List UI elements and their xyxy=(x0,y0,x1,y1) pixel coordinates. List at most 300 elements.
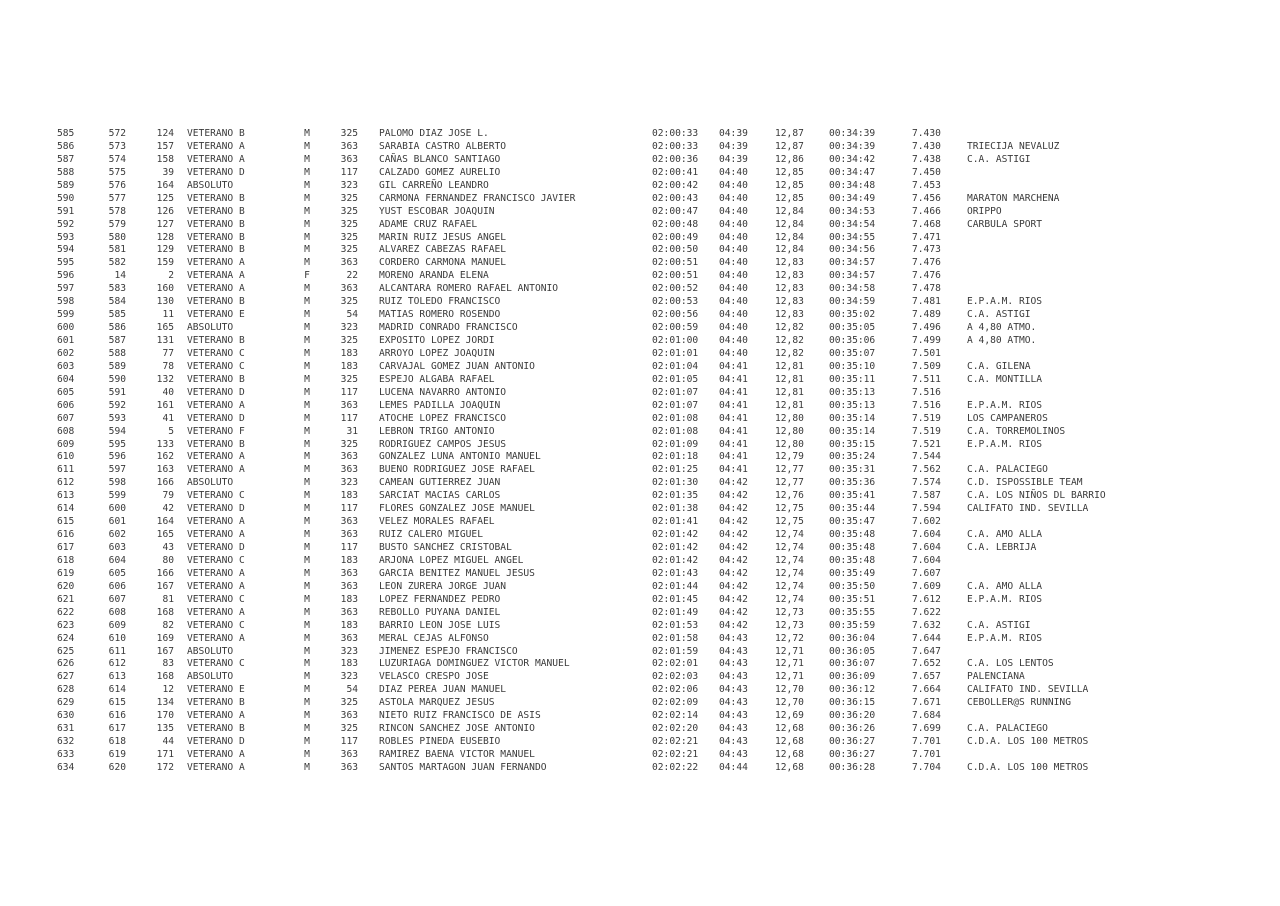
time-gap-cell: 00:35:13 xyxy=(829,399,876,411)
pace-cell: 04:41 xyxy=(719,438,748,450)
points-cell: 7.647 xyxy=(912,645,941,657)
club-cell: C.A. TORREMOLINOS xyxy=(967,425,1066,437)
time-gap-cell: 00:36:26 xyxy=(829,723,876,735)
finish-time-cell: 02:02:06 xyxy=(652,684,699,696)
overall-position-cell: 622 xyxy=(57,606,75,618)
category-cell: VETERANO C xyxy=(187,658,245,670)
category-position-cell: 133 xyxy=(156,438,174,450)
time-gap-cell: 00:35:48 xyxy=(829,529,876,541)
category-position-cell: 43 xyxy=(162,542,174,553)
category-position-cell: 161 xyxy=(156,399,174,411)
sex-cell: M xyxy=(304,710,310,722)
sex-cell: M xyxy=(304,749,310,760)
pace-cell: 04:42 xyxy=(719,490,748,502)
speed-cell: 12,74 xyxy=(775,529,804,541)
category-position-cell: 167 xyxy=(156,580,174,592)
category-cell: ABSOLUTO xyxy=(187,179,234,191)
category-position-cell: 80 xyxy=(162,554,174,566)
category-total-cell: 325 xyxy=(340,128,358,139)
category-cell: VETERANO B xyxy=(187,128,245,139)
time-gap-cell: 00:36:20 xyxy=(829,710,876,722)
gender-position-cell: 609 xyxy=(108,619,126,631)
runner-name-cell: MATIAS ROMERO ROSENDO xyxy=(379,309,501,321)
runner-name-cell: CORDERO CARMONA MANUEL xyxy=(379,257,507,269)
overall-position-cell: 594 xyxy=(57,244,75,256)
category-cell: VETERANO A xyxy=(187,632,245,644)
result-row xyxy=(0,283,1280,296)
pace-cell: 04:41 xyxy=(719,399,748,411)
gender-position-cell: 592 xyxy=(108,399,126,411)
overall-position-cell: 631 xyxy=(57,723,75,735)
points-cell: 7.489 xyxy=(912,309,941,321)
pace-cell: 04:43 xyxy=(719,697,748,709)
category-cell: VETERANO B xyxy=(187,296,245,308)
category-position-cell: 126 xyxy=(156,205,174,217)
runner-name-cell: LOPEZ FERNANDEZ PEDRO xyxy=(379,593,501,605)
gender-position-cell: 615 xyxy=(108,697,126,709)
overall-position-cell: 624 xyxy=(57,632,75,644)
category-position-cell: 82 xyxy=(162,619,174,631)
pace-cell: 04:43 xyxy=(719,658,748,670)
pace-cell: 04:40 xyxy=(719,347,748,359)
overall-position-cell: 590 xyxy=(57,192,75,204)
runner-name-cell: GIL CARREÑO LEANDRO xyxy=(379,179,489,191)
speed-cell: 12,80 xyxy=(775,412,804,424)
finish-time-cell: 02:01:05 xyxy=(652,373,699,385)
category-total-cell: 117 xyxy=(340,386,358,398)
category-position-cell: 124 xyxy=(156,128,174,139)
time-gap-cell: 00:35:55 xyxy=(829,606,876,618)
gender-position-cell: 607 xyxy=(108,593,126,605)
overall-position-cell: 595 xyxy=(57,257,75,269)
time-gap-cell: 00:35:31 xyxy=(829,464,876,476)
pace-cell: 04:42 xyxy=(719,542,748,553)
finish-time-cell: 02:00:50 xyxy=(652,244,699,256)
points-cell: 7.644 xyxy=(912,632,941,644)
result-row xyxy=(0,374,1280,387)
sex-cell: M xyxy=(304,567,310,579)
speed-cell: 12,74 xyxy=(775,593,804,605)
gender-position-cell: 604 xyxy=(108,554,126,566)
speed-cell: 12,81 xyxy=(775,386,804,398)
category-total-cell: 363 xyxy=(340,580,358,592)
pace-cell: 04:41 xyxy=(719,425,748,437)
points-cell: 7.519 xyxy=(912,412,941,424)
runner-name-cell: MERAL CEJAS ALFONSO xyxy=(379,632,489,644)
category-cell: VETERANO A xyxy=(187,567,245,579)
speed-cell: 12,68 xyxy=(775,761,804,773)
category-cell: VETERANO C xyxy=(187,554,245,566)
points-cell: 7.471 xyxy=(912,231,941,243)
runner-name-cell: FLORES GONZALEZ JOSE MANUEL xyxy=(379,503,535,515)
category-cell: VETERANA A xyxy=(187,270,245,282)
finish-time-cell: 02:01:04 xyxy=(652,360,699,372)
gender-position-cell: 584 xyxy=(108,296,126,308)
speed-cell: 12,69 xyxy=(775,710,804,722)
club-cell: CALIFATO IND. SEVILLA xyxy=(967,684,1089,696)
pace-cell: 04:40 xyxy=(719,192,748,204)
pace-cell: 04:40 xyxy=(719,244,748,256)
time-gap-cell: 00:35:44 xyxy=(829,503,876,515)
sex-cell: M xyxy=(304,438,310,450)
finish-time-cell: 02:01:49 xyxy=(652,606,699,618)
pace-cell: 04:41 xyxy=(719,412,748,424)
sex-cell: M xyxy=(304,477,310,489)
gender-position-cell: 577 xyxy=(108,192,126,204)
sex-cell: M xyxy=(304,464,310,476)
time-gap-cell: 00:34:56 xyxy=(829,244,876,256)
pace-cell: 04:40 xyxy=(719,166,748,178)
runner-name-cell: CAMEAN GUTIERREZ JUAN xyxy=(379,477,501,489)
sex-cell: M xyxy=(304,399,310,411)
category-cell: VETERANO B xyxy=(187,244,245,256)
speed-cell: 12,83 xyxy=(775,257,804,269)
overall-position-cell: 613 xyxy=(57,490,75,502)
finish-time-cell: 02:01:01 xyxy=(652,347,699,359)
gender-position-cell: 578 xyxy=(108,205,126,217)
points-cell: 7.587 xyxy=(912,490,941,502)
result-row xyxy=(0,607,1280,620)
speed-cell: 12,80 xyxy=(775,438,804,450)
gender-position-cell: 605 xyxy=(108,567,126,579)
speed-cell: 12,73 xyxy=(775,606,804,618)
category-cell: VETERANO A xyxy=(187,761,245,773)
speed-cell: 12,83 xyxy=(775,296,804,308)
finish-time-cell: 02:00:48 xyxy=(652,218,699,230)
overall-position-cell: 634 xyxy=(57,761,75,773)
pace-cell: 04:42 xyxy=(719,567,748,579)
time-gap-cell: 00:34:49 xyxy=(829,192,876,204)
overall-position-cell: 619 xyxy=(57,567,75,579)
finish-time-cell: 02:01:08 xyxy=(652,425,699,437)
category-cell: VETERANO D xyxy=(187,542,245,553)
club-cell: C.D. ISPOSSIBLE TEAM xyxy=(967,477,1083,489)
category-position-cell: 171 xyxy=(156,749,174,760)
category-cell: VETERANO B xyxy=(187,192,245,204)
result-row xyxy=(0,154,1280,167)
gender-position-cell: 597 xyxy=(108,464,126,476)
category-position-cell: 127 xyxy=(156,218,174,230)
runner-name-cell: DIAZ PEREA JUAN MANUEL xyxy=(379,684,507,696)
category-total-cell: 325 xyxy=(340,296,358,308)
category-total-cell: 323 xyxy=(340,671,358,683)
gender-position-cell: 586 xyxy=(108,322,126,334)
finish-time-cell: 02:00:52 xyxy=(652,283,699,295)
category-position-cell: 164 xyxy=(156,179,174,191)
pace-cell: 04:43 xyxy=(719,632,748,644)
speed-cell: 12,83 xyxy=(775,270,804,282)
speed-cell: 12,71 xyxy=(775,671,804,683)
finish-time-cell: 02:02:21 xyxy=(652,736,699,748)
runner-name-cell: RINCON SANCHEZ JOSE ANTONIO xyxy=(379,723,535,735)
category-total-cell: 54 xyxy=(346,309,358,321)
pace-cell: 04:43 xyxy=(719,671,748,683)
sex-cell: M xyxy=(304,503,310,515)
points-cell: 7.671 xyxy=(912,697,941,709)
runner-name-cell: ARROYO LOPEZ JOAQUIN xyxy=(379,347,495,359)
speed-cell: 12,82 xyxy=(775,335,804,346)
runner-name-cell: RUIZ CALERO MIGUEL xyxy=(379,529,483,541)
pace-cell: 04:40 xyxy=(719,270,748,282)
runner-name-cell: LUZURIAGA DOMINGUEZ VICTOR MANUEL xyxy=(379,658,570,670)
category-cell: VETERANO A xyxy=(187,153,245,165)
category-position-cell: 78 xyxy=(162,360,174,372)
category-position-cell: 42 xyxy=(162,503,174,515)
speed-cell: 12,83 xyxy=(775,309,804,321)
runner-name-cell: VELASCO CRESPO JOSE xyxy=(379,671,489,683)
pace-cell: 04:40 xyxy=(719,218,748,230)
gender-position-cell: 608 xyxy=(108,606,126,618)
category-position-cell: 44 xyxy=(162,736,174,748)
result-row xyxy=(0,244,1280,257)
category-position-cell: 79 xyxy=(162,490,174,502)
category-total-cell: 323 xyxy=(340,322,358,334)
pace-cell: 04:41 xyxy=(719,464,748,476)
points-cell: 7.604 xyxy=(912,542,941,553)
points-cell: 7.622 xyxy=(912,606,941,618)
club-cell: C.A. PALACIEGO xyxy=(967,464,1048,476)
finish-time-cell: 02:01:30 xyxy=(652,477,699,489)
overall-position-cell: 602 xyxy=(57,347,75,359)
sex-cell: M xyxy=(304,490,310,502)
gender-position-cell: 590 xyxy=(108,373,126,385)
category-total-cell: 363 xyxy=(340,710,358,722)
pace-cell: 04:40 xyxy=(719,231,748,243)
overall-position-cell: 606 xyxy=(57,399,75,411)
finish-time-cell: 02:01:18 xyxy=(652,451,699,463)
category-cell: VETERANO B xyxy=(187,697,245,709)
pace-cell: 04:40 xyxy=(719,179,748,191)
result-row xyxy=(0,503,1280,516)
gender-position-cell: 585 xyxy=(108,309,126,321)
speed-cell: 12,74 xyxy=(775,580,804,592)
speed-cell: 12,81 xyxy=(775,399,804,411)
category-position-cell: 166 xyxy=(156,567,174,579)
result-row xyxy=(0,232,1280,245)
category-position-cell: 169 xyxy=(156,632,174,644)
category-total-cell: 363 xyxy=(340,632,358,644)
sex-cell: M xyxy=(304,296,310,308)
category-position-cell: 135 xyxy=(156,723,174,735)
category-total-cell: 363 xyxy=(340,257,358,269)
sex-cell: M xyxy=(304,529,310,541)
result-row xyxy=(0,671,1280,684)
runner-name-cell: SANTOS MARTAGON JUAN FERNANDO xyxy=(379,761,547,773)
category-total-cell: 183 xyxy=(340,360,358,372)
result-row xyxy=(0,219,1280,232)
club-cell: C.A. GILENA xyxy=(967,360,1031,372)
points-cell: 7.473 xyxy=(912,244,941,256)
sex-cell: M xyxy=(304,347,310,359)
category-total-cell: 325 xyxy=(340,244,358,256)
time-gap-cell: 00:35:10 xyxy=(829,360,876,372)
overall-position-cell: 616 xyxy=(57,529,75,541)
points-cell: 7.604 xyxy=(912,529,941,541)
points-cell: 7.456 xyxy=(912,192,941,204)
result-row xyxy=(0,193,1280,206)
category-total-cell: 363 xyxy=(340,464,358,476)
overall-position-cell: 586 xyxy=(57,140,75,152)
category-position-cell: 131 xyxy=(156,335,174,346)
speed-cell: 12,77 xyxy=(775,464,804,476)
sex-cell: M xyxy=(304,619,310,631)
sex-cell: M xyxy=(304,140,310,152)
sex-cell: M xyxy=(304,205,310,217)
pace-cell: 04:40 xyxy=(719,322,748,334)
category-total-cell: 183 xyxy=(340,347,358,359)
category-cell: VETERANO A xyxy=(187,140,245,152)
gender-position-cell: 588 xyxy=(108,347,126,359)
category-total-cell: 183 xyxy=(340,619,358,631)
club-cell: C.A. LEBRIJA xyxy=(967,542,1037,553)
time-gap-cell: 00:36:05 xyxy=(829,645,876,657)
pace-cell: 04:42 xyxy=(719,516,748,528)
overall-position-cell: 611 xyxy=(57,464,75,476)
category-total-cell: 363 xyxy=(340,761,358,773)
finish-time-cell: 02:02:03 xyxy=(652,671,699,683)
speed-cell: 12,74 xyxy=(775,567,804,579)
result-row xyxy=(0,413,1280,426)
club-cell: A 4,80 ATMO. xyxy=(967,322,1037,334)
gender-position-cell: 579 xyxy=(108,218,126,230)
sex-cell: M xyxy=(304,658,310,670)
speed-cell: 12,84 xyxy=(775,244,804,256)
finish-time-cell: 02:02:20 xyxy=(652,723,699,735)
category-total-cell: 183 xyxy=(340,490,358,502)
finish-time-cell: 02:01:42 xyxy=(652,554,699,566)
results-table xyxy=(0,128,1280,775)
runner-name-cell: BUENO RODRIGUEZ JOSE RAFAEL xyxy=(379,464,535,476)
time-gap-cell: 00:36:12 xyxy=(829,684,876,696)
points-cell: 7.652 xyxy=(912,658,941,670)
finish-time-cell: 02:01:42 xyxy=(652,529,699,541)
category-total-cell: 183 xyxy=(340,658,358,670)
finish-time-cell: 02:01:42 xyxy=(652,542,699,553)
finish-time-cell: 02:00:41 xyxy=(652,166,699,178)
result-row xyxy=(0,141,1280,154)
sex-cell: M xyxy=(304,218,310,230)
result-row xyxy=(0,477,1280,490)
category-position-cell: 160 xyxy=(156,283,174,295)
finish-time-cell: 02:00:47 xyxy=(652,205,699,217)
pace-cell: 04:42 xyxy=(719,606,748,618)
time-gap-cell: 00:36:07 xyxy=(829,658,876,670)
category-position-cell: 168 xyxy=(156,606,174,618)
finish-time-cell: 02:00:43 xyxy=(652,192,699,204)
pace-cell: 04:40 xyxy=(719,205,748,217)
gender-position-cell: 610 xyxy=(108,632,126,644)
sex-cell: M xyxy=(304,283,310,295)
category-cell: VETERANO D xyxy=(187,503,245,515)
gender-position-cell: 575 xyxy=(108,166,126,178)
time-gap-cell: 00:36:15 xyxy=(829,697,876,709)
overall-position-cell: 625 xyxy=(57,645,75,657)
speed-cell: 12,72 xyxy=(775,632,804,644)
category-total-cell: 54 xyxy=(346,684,358,696)
time-gap-cell: 00:34:39 xyxy=(829,140,876,152)
points-cell: 7.544 xyxy=(912,451,941,463)
category-position-cell: 167 xyxy=(156,645,174,657)
runner-name-cell: NIETO RUIZ FRANCISCO DE ASIS xyxy=(379,710,541,722)
points-cell: 7.684 xyxy=(912,710,941,722)
category-total-cell: 363 xyxy=(340,516,358,528)
category-total-cell: 363 xyxy=(340,567,358,579)
category-total-cell: 325 xyxy=(340,192,358,204)
sex-cell: F xyxy=(304,270,310,282)
points-cell: 7.478 xyxy=(912,283,941,295)
gender-position-cell: 583 xyxy=(108,283,126,295)
category-cell: ABSOLUTO xyxy=(187,477,234,489)
pace-cell: 04:42 xyxy=(719,593,748,605)
category-total-cell: 363 xyxy=(340,451,358,463)
points-cell: 7.574 xyxy=(912,477,941,489)
time-gap-cell: 00:36:27 xyxy=(829,749,876,760)
runner-name-cell: ROBLES PINEDA EUSEBIO xyxy=(379,736,501,748)
sex-cell: M xyxy=(304,542,310,553)
runner-name-cell: LEBRON TRIGO ANTONIO xyxy=(379,425,495,437)
time-gap-cell: 00:34:48 xyxy=(829,179,876,191)
speed-cell: 12,81 xyxy=(775,360,804,372)
finish-time-cell: 02:00:33 xyxy=(652,140,699,152)
overall-position-cell: 621 xyxy=(57,593,75,605)
category-total-cell: 323 xyxy=(340,179,358,191)
category-position-cell: 125 xyxy=(156,192,174,204)
overall-position-cell: 633 xyxy=(57,749,75,760)
time-gap-cell: 00:35:59 xyxy=(829,619,876,631)
runner-name-cell: VELEZ MORALES RAFAEL xyxy=(379,516,495,528)
overall-position-cell: 587 xyxy=(57,153,75,165)
category-cell: VETERANO A xyxy=(187,606,245,618)
sex-cell: M xyxy=(304,322,310,334)
finish-time-cell: 02:01:00 xyxy=(652,335,699,346)
club-cell: E.P.A.M. RIOS xyxy=(967,438,1043,450)
runner-name-cell: LEON ZURERA JORGE JUAN xyxy=(379,580,507,592)
pace-cell: 04:39 xyxy=(719,153,748,165)
club-cell: C.A. ASTIGI xyxy=(967,619,1031,631)
category-total-cell: 363 xyxy=(340,140,358,152)
gender-position-cell: 617 xyxy=(108,723,126,735)
sex-cell: M xyxy=(304,451,310,463)
category-total-cell: 325 xyxy=(340,218,358,230)
sex-cell: M xyxy=(304,593,310,605)
time-gap-cell: 00:34:58 xyxy=(829,283,876,295)
result-row xyxy=(0,516,1280,529)
category-cell: VETERANO F xyxy=(187,425,245,437)
time-gap-cell: 00:35:36 xyxy=(829,477,876,489)
overall-position-cell: 615 xyxy=(57,516,75,528)
category-position-cell: 5 xyxy=(168,425,174,437)
overall-position-cell: 600 xyxy=(57,322,75,334)
result-row xyxy=(0,361,1280,374)
points-cell: 7.602 xyxy=(912,516,941,528)
result-row xyxy=(0,594,1280,607)
sex-cell: M xyxy=(304,723,310,735)
overall-position-cell: 623 xyxy=(57,619,75,631)
points-cell: 7.430 xyxy=(912,128,941,139)
gender-position-cell: 613 xyxy=(108,671,126,683)
runner-name-cell: REBOLLO PUYANA DANIEL xyxy=(379,606,501,618)
category-total-cell: 183 xyxy=(340,554,358,566)
category-total-cell: 363 xyxy=(340,529,358,541)
category-position-cell: 164 xyxy=(156,516,174,528)
speed-cell: 12,86 xyxy=(775,153,804,165)
speed-cell: 12,75 xyxy=(775,516,804,528)
time-gap-cell: 00:35:06 xyxy=(829,335,876,346)
points-cell: 7.499 xyxy=(912,335,941,346)
points-cell: 7.664 xyxy=(912,684,941,696)
pace-cell: 04:44 xyxy=(719,761,748,773)
category-position-cell: 159 xyxy=(156,257,174,269)
